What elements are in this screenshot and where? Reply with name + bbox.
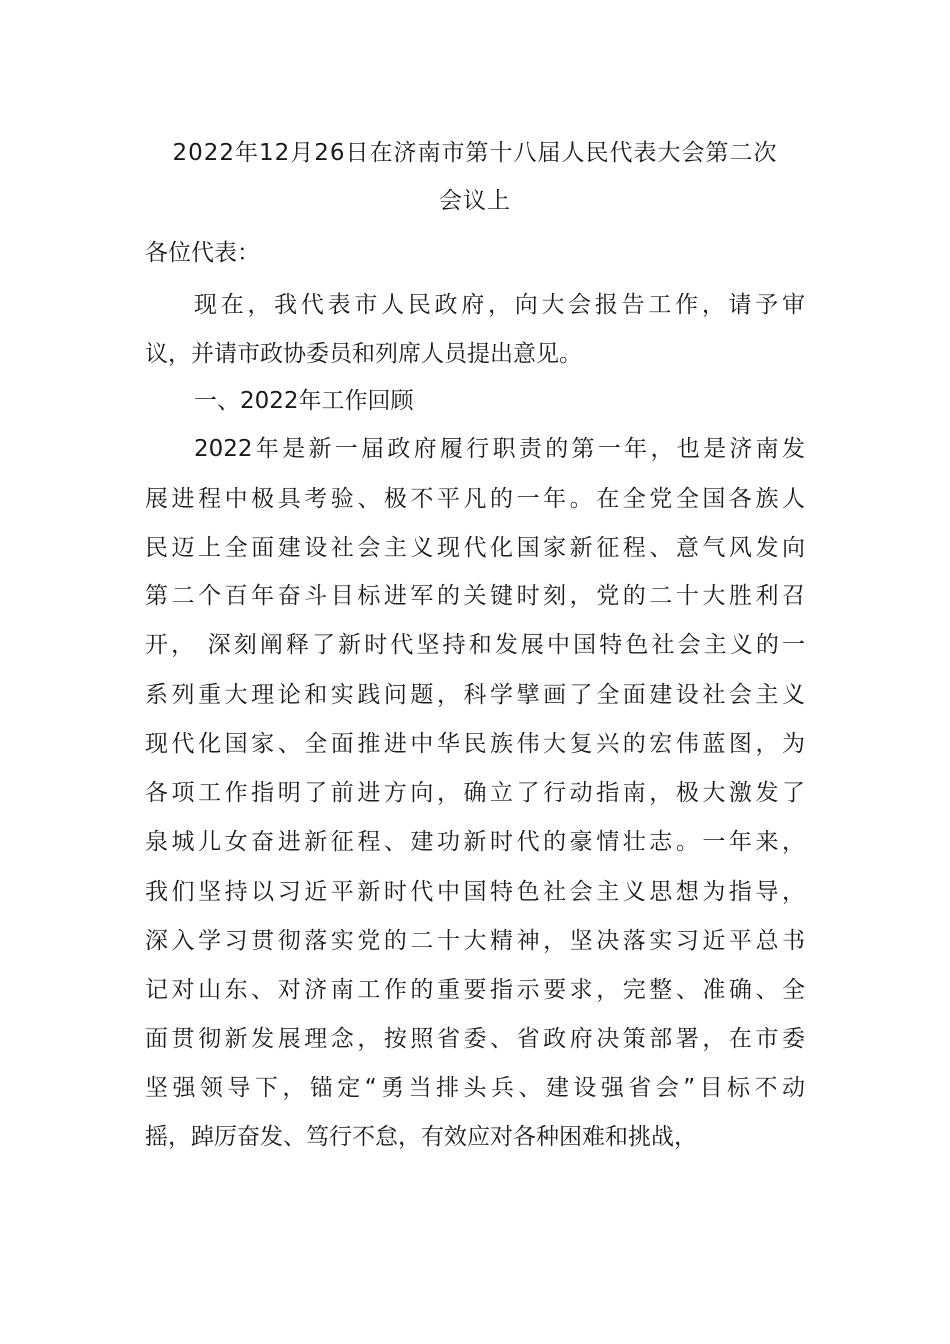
- paragraph-line: 现代化国家、全面推进中华民族伟大复兴的宏伟蓝图，为: [145, 731, 805, 757]
- paragraph-line: 现在，我代表市人民政府，向大会报告工作，请予审: [194, 292, 805, 318]
- paragraph-line: 深入学习贯彻落实党的二十大精神，坚决落实习近平总书: [145, 928, 805, 954]
- paragraph-line: 面贯彻新发展理念，按照省委、省政府决策部署，在市委: [145, 1026, 805, 1052]
- document-title-line-2: 会议上: [439, 188, 511, 214]
- paragraph-line: 摇，踔厉奋发、笃行不怠，有效应对各种困难和挑战，: [145, 1124, 697, 1150]
- paragraph-line: 议，并请市政协委员和列席人员提出意见。: [145, 341, 582, 367]
- paragraph-line: 开， 深刻阐释了新时代坚持和发展中国特色社会主义的一: [145, 632, 805, 658]
- document-title-line-1: 2022年12月26日在济南市第十八届人民代表大会第二次: [172, 140, 778, 166]
- paragraph-line: 各项工作指明了前进方向，确立了行动指南，极大激发了: [145, 780, 805, 806]
- paragraph-line: 泉城儿女奋进新征程、建功新时代的豪情壮志。一年来，: [145, 829, 805, 855]
- section-heading: 一、2022年工作回顾: [194, 388, 414, 414]
- paragraph-line: 系列重大理论和实践问题，科学擘画了全面建设社会主义: [145, 682, 805, 708]
- paragraph-line: 民迈上全面建设社会主义现代化国家新征程、意气风发向: [145, 535, 805, 561]
- paragraph-line: 坚强领导下，锚定“勇当排头兵、建设强省会”目标不动: [145, 1075, 805, 1101]
- paragraph-line: 我们坚持以习近平新时代中国特色社会主义思想为指导，: [145, 879, 805, 905]
- paragraph-line: 记对山东、对济南工作的重要指示要求，完整、准确、全: [145, 977, 805, 1003]
- paragraph-line: 第二个百年奋斗目标进军的关键时刻，党的二十大胜利召: [145, 583, 805, 609]
- paragraph-line: 2022年是新一届政府履行职责的第一年，也是济南发: [194, 436, 805, 462]
- salutation: 各位代表：: [145, 240, 260, 266]
- paragraph-line: 展进程中极具考验、极不平凡的一年。在全党全国各族人: [145, 486, 805, 512]
